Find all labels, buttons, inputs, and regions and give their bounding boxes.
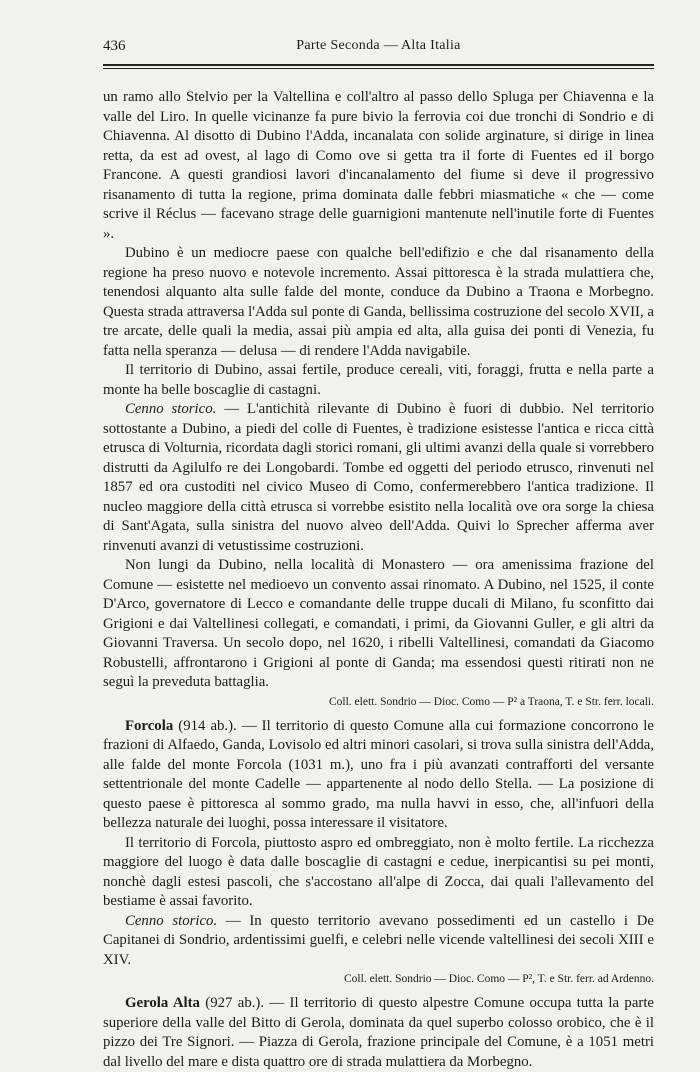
paragraph-dubino-territorio: Il territorio di Dubino, assai fertile, produce cereali, viti, foraggi, frutta e nella parte a monte ha belle boscaglie di castagni. bbox=[103, 362, 654, 398]
cenno-storico-label: Cenno storico. bbox=[125, 912, 218, 929]
paragraph-forcola bbox=[103, 717, 654, 834]
paragraph-ramo-stelvio: un ramo allo Stelvio per la Valtellina e coll'altro al passo dello Spluga per Chiavenna e la valle del Liro. In quelle vicinanze fa pure bivio la ferrovia coi due tronchi di Sondrio e di Chiavenna. Al disotto di Dubino l'Adda, incanalata con solide arginature, si dirige in linea retta, da est ad ovest, al lago di Como ove si getta tra il forte di Fuentes ed il borgo Francone. A questi grandiosi lavori d'incanalamento del fiume si deve il progressivo risanamento di tutta la regione, prima dominata dalle febbri miasmatiche « che — come scrive il Réclus — facevano strage delle guarnigioni mantenute nell'inutile forte di Fuentes ». bbox=[103, 89, 654, 242]
header-rule-thick bbox=[103, 64, 654, 66]
paragraph-dubino-paese: Dubino è un mediocre paese con qualche bell'edifizio e che dal risanamento della regione ha preso nuovo e notevole incremento. Assai pittoresca è la strada mulattiera che, tenendosi alquanto alta sulle falde del monte, conduce da Dubino a Traona e Morbegno. Questa strada attraversa l'Adda sul ponte di Ganda, bellissima costruzione del secolo XVII, a tre arcate, delle quali la media, assai più ampia ed alta, alla guisa dei ponti di Venezia, fu fatta nella speranza — delusa — di rendere l'Adda navigabile. bbox=[103, 245, 654, 359]
gerola-text: (927 ab.). — Il territorio di questo alpestre Comune occupa tutta la parte superiore della valle del Bitto di Gerola, dominata da quel superbo colosso orobico, che è il pizzo dei Tre Signori. — Piazza di Gerola, frazione principale del Comune, è a 1051 metri dal livello del mare e dista quattro ore di strada mulattiera da Morbegno. bbox=[103, 995, 654, 1070]
entry-name-gerola-alta: Gerola Alta bbox=[125, 995, 200, 1011]
entry-name-forcola: Forcola bbox=[125, 717, 174, 734]
header-rule-thin bbox=[103, 68, 654, 69]
cenno-storico-text: — In questo territorio avevano possedimenti ed un castello i De Capitanei di Sondrio, ardentissimi guelfi, e celebri nelle vicende valtellinesi dei secoli XIII e XIV. bbox=[103, 912, 654, 968]
page-body bbox=[103, 88, 654, 1072]
paragraph-forcola-territorio: Il territorio di Forcola, piuttosto aspro ed ombreggiato, non è molto fertile. La ricchezza maggiore del luogo è data dalle boscaglie di castagni e cedue, inerpicantisi su pei monti, nonchè dagli estesi pascoli, che s'accostano all'alpe di Zocca, dai quali l'allevamento del bestiame è assai favorito. bbox=[103, 834, 654, 909]
paragraph-forcola-cenno-storico bbox=[103, 912, 654, 971]
collegio-note-dubino: Coll. elett. Sondrio — Dioc. Como — P² a Traona, T. e Str. ferr. locali. bbox=[329, 695, 654, 708]
page-header bbox=[103, 36, 654, 58]
paragraph-monastero: Non lungi da Dubino, nella località di Monastero — ora amenissima frazione del Comune — esistette nel medioevo un convento assai rinomato. A Dubino, nel 1525, il conte D'Arco, governatore di Lecco e comandante delle truppe ducali di Milano, fu sconfitto dai Grigioni e dai Valtellinesi collegati, e comandati, i primi, da Giovanni Guller, e gli altri da Giovanni Traversa. Un secolo dopo, nel 1620, i ribelli Valtellinesi, comandati da Giacomo Robustelli, affrontarono i Grigioni al ponte di Ganda; ma essendosi questi ritirati non ne seguì la preveduta battaglia. bbox=[103, 557, 654, 690]
running-head: Parte Seconda — Alta Italia bbox=[296, 38, 461, 53]
forcola-text: (914 ab.). — Il territorio di questo Comune alla cui formazione concorrono le frazioni di Alfaedo, Ganda, Lovisolo ed altri minori casolari, si trova sulla sinistra dell'Adda, alle falde del monte Forcola (1031 m.), uno fra i più avanzati contrafforti del versante settentrionale del monte Cadelle — appartenente al nodo dello Stella. — La posizione di questo paese è pittoresca al sommo grado, ma nulla havvi in esso, che, all'infuori della bellezza naturale dei luoghi, possa interessare il visitatore. bbox=[103, 717, 654, 831]
cenno-storico-text: — L'antichità rilevante di Dubino è fuori di dubbio. Nel territorio sottostante a Dubino, a piedi del colle di Fuentes, è tradizione esistesse l'antica e ricca città etrusca di Volturnia, ricordata dagli storici romani, gli ultimi avanzi della quale si vorrebbero distrutti da Agilulfo re dei Longobardi. Tombe ed oggetti del periodo etrusco, rinvenuti nel 1857 ed ora custoditi nel civico Museo di Como, confermerebbero l'antica tradizione. Il nucleo maggiore della città etrusca si vorrebbe esistito nella località ove ora sorge la chiesa di Sant'Agata, sulla sinistra del nuovo alveo dell'Adda. Quivi lo Sprecher afferma aver rinvenuti avanzi di vetustissime costruzioni. bbox=[103, 401, 654, 554]
cenno-storico-label: Cenno storico. bbox=[125, 401, 217, 417]
collegio-note-forcola: Coll. elett. Sondrio — Dioc. Como — P², T. e Str. ferr. ad Ardenno. bbox=[344, 973, 654, 985]
page-number: 436 bbox=[103, 38, 126, 54]
paragraph-gerola-alta bbox=[103, 994, 654, 1072]
paragraph-dubino-cenno-storico bbox=[103, 400, 654, 556]
